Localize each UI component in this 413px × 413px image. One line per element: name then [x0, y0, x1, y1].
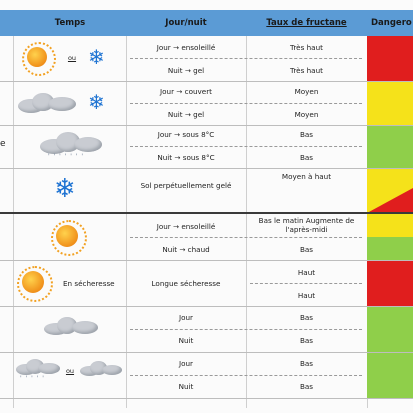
- r5-nuit: Nuit → chaud: [162, 245, 210, 254]
- r5-taux-jour: Bas le matin Augmente de l'après-midi: [258, 216, 355, 234]
- r6-taux-jour: Haut: [297, 268, 316, 277]
- left-fragment: e: [0, 139, 6, 149]
- sun-icon: [56, 225, 78, 247]
- snowflake-icon: ❄: [88, 90, 105, 114]
- sun-icon: [27, 47, 47, 67]
- r1-jour: Jour → ensoleillé: [156, 43, 216, 52]
- header-danger: Dangero: [371, 18, 412, 28]
- rain-cloud-icon: [40, 131, 104, 155]
- r8-nuit: Nuit: [178, 382, 194, 391]
- r2-nuit: Nuit → gel: [167, 110, 205, 119]
- cloud-icon: [80, 360, 124, 377]
- r3-taux-jour: Bas: [299, 130, 314, 139]
- r6-temps: En sécheresse: [63, 279, 115, 288]
- header-jour-nuit: Jour/nuit: [165, 18, 207, 28]
- r5-jour: Jour → ensoleillé: [156, 222, 216, 231]
- cloud-icon: [44, 316, 100, 336]
- r1-taux-jour: Très haut: [290, 43, 323, 52]
- r3-nuit: Nuit → sous 8°C: [157, 153, 215, 162]
- danger-r7: [367, 306, 413, 352]
- r4-taux: Moyen à haut: [281, 172, 332, 181]
- r8-jour: Jour: [178, 359, 194, 368]
- rain-cloud-icon: [16, 358, 62, 376]
- danger-r3: [367, 125, 413, 168]
- danger-r1: [367, 36, 413, 81]
- fructane-table: Temps Jour/nuit Taux de fructane Dangero e ou ❄ Jour → ensoleillé Nuit → gel Très haut Très haut ❄ Jour → couvert Nuit → gel Moyen Moyen ' ' ' ' ' ' ' Jour → sous 8°C Nuit → sous 8°C Bas Bas ❄ Sol perpétuellement gelé Moyen à haut Jour → ensoleillé Nuit → chaud Bas le matin Augmente de l'après-midi Bas En sécheresse Longue sécheresse Haut Haut Jour Nuit Bas Bas ' ' ' ' ' ou Jour Nuit Bas Bas: [0, 0, 413, 413]
- snowflake-icon: ❄: [54, 174, 76, 204]
- r8-taux-jour: Bas: [299, 359, 314, 368]
- r2-taux-nuit: Moyen: [294, 110, 319, 119]
- header-taux: Taux de fructane: [266, 18, 347, 28]
- r2-jour: Jour → couvert: [160, 87, 212, 96]
- r6-desc: Longue sécheresse: [151, 279, 221, 288]
- r7-nuit: Nuit: [178, 336, 194, 345]
- ou-label: ou: [67, 54, 77, 62]
- r1-taux-nuit: Très haut: [290, 66, 323, 75]
- r8-taux-nuit: Bas: [299, 382, 314, 391]
- cloud-icon: [18, 91, 78, 113]
- danger-r2: [367, 81, 413, 125]
- danger-r5b: [367, 237, 413, 260]
- r2-taux-jour: Moyen: [294, 87, 319, 96]
- r7-jour: Jour: [178, 313, 194, 322]
- header-temps: Temps: [54, 18, 86, 28]
- danger-r4: [367, 168, 413, 213]
- danger-r8: [367, 352, 413, 398]
- sun-icon: [22, 271, 44, 293]
- danger-r5a: [367, 213, 413, 237]
- ou-label: ou: [65, 367, 75, 375]
- r3-jour: Jour → sous 8°C: [157, 130, 215, 139]
- r4-desc: Sol perpétuellement gelé: [140, 181, 232, 190]
- snowflake-icon: ❄: [88, 45, 105, 69]
- r6-taux-nuit: Haut: [297, 291, 316, 300]
- r7-taux-nuit: Bas: [299, 336, 314, 345]
- r1-nuit: Nuit → gel: [167, 66, 205, 75]
- r5-taux-nuit: Bas: [299, 245, 314, 254]
- r7-taux-jour: Bas: [299, 313, 314, 322]
- danger-r6: [367, 260, 413, 306]
- r3-taux-nuit: Bas: [299, 153, 314, 162]
